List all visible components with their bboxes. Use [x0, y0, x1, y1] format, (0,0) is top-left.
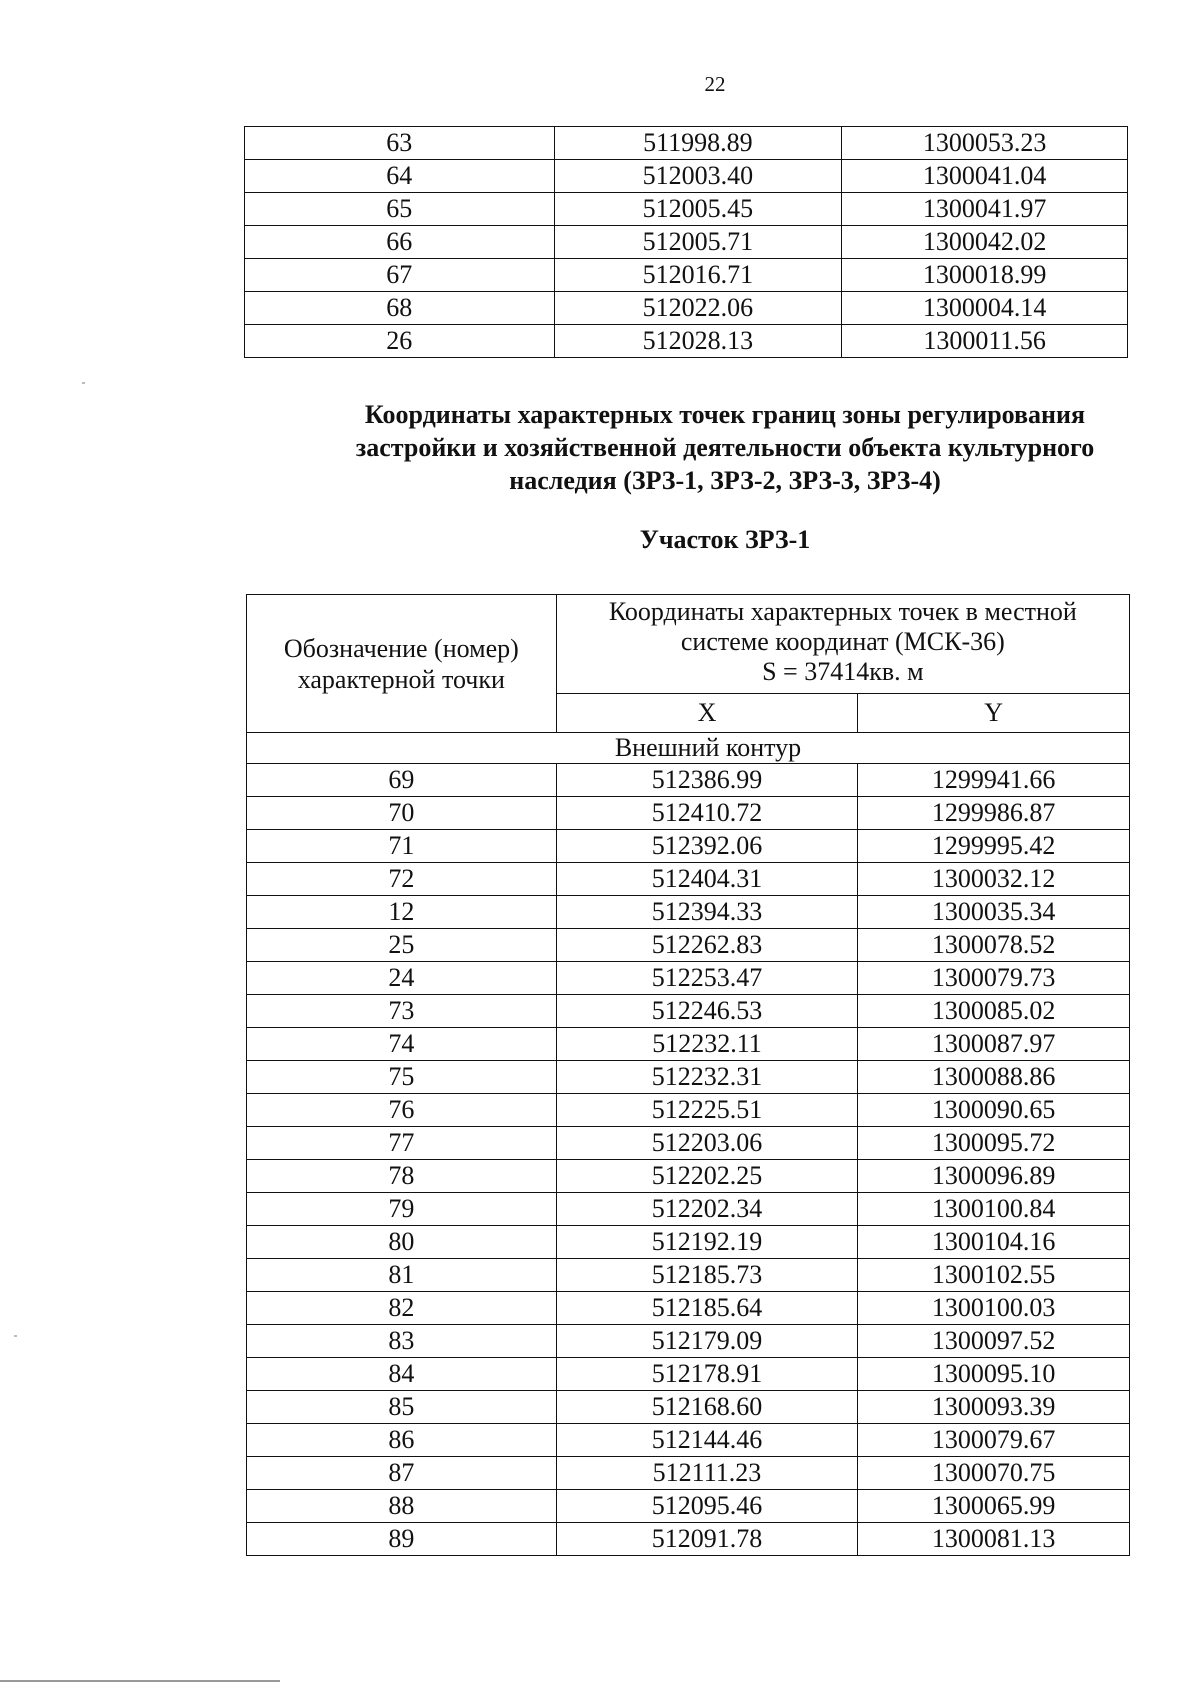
table-row [247, 1292, 1130, 1325]
x-coordinate-cell: 512410.72 [556, 797, 858, 830]
table-row [247, 1061, 1130, 1094]
area-label: S = 37414кв. м [762, 657, 924, 686]
table-row [247, 1325, 1130, 1358]
heading-line-3: наследия (ЗРЗ-1, ЗРЗ-2, ЗРЗ-3, ЗРЗ-4) [509, 466, 941, 495]
y-coordinate-cell: 1300053.23 [842, 127, 1128, 160]
y-coordinate-cell: 1300070.75 [858, 1457, 1130, 1490]
heading-line-2: застройки и хозяйственной деятельности объекта культурного [355, 433, 1095, 462]
table-row [247, 1259, 1130, 1292]
table-row [245, 160, 1128, 193]
x-coordinate-cell: 512028.13 [554, 325, 842, 358]
x-coordinate-cell: 512003.40 [554, 160, 842, 193]
point-number-cell: 86 [247, 1424, 557, 1457]
x-coordinate-cell: 512185.73 [556, 1259, 858, 1292]
x-coordinate-cell: 512392.06 [556, 830, 858, 863]
main-table-body [247, 764, 1130, 1556]
x-coordinate-cell: 512246.53 [556, 995, 858, 1028]
y-coordinate-cell: 1300090.65 [858, 1094, 1130, 1127]
y-column-header: Y [858, 694, 1130, 733]
point-number-cell: 12 [247, 896, 557, 929]
coordinates-header-line-2: системе координат (МСК-36) [680, 627, 1005, 656]
x-coordinate-cell: 512225.51 [556, 1094, 858, 1127]
x-coordinate-cell: 512091.78 [556, 1523, 858, 1556]
y-coordinate-cell: 1300078.52 [858, 929, 1130, 962]
y-coordinate-cell: 1300087.97 [858, 1028, 1130, 1061]
x-coordinate-cell: 512178.91 [556, 1358, 858, 1391]
coordinates-header-line-1: Координаты характерных точек в местной [608, 597, 1077, 626]
point-number-cell: 73 [247, 995, 557, 1028]
y-coordinate-cell: 1300042.02 [842, 226, 1128, 259]
y-coordinate-cell: 1300096.89 [858, 1160, 1130, 1193]
table-row [247, 1226, 1130, 1259]
y-coordinate-cell: 1300085.02 [858, 995, 1130, 1028]
point-number-cell: 66 [245, 226, 555, 259]
y-coordinate-cell: 1300100.84 [858, 1193, 1130, 1226]
x-coordinate-cell: 512111.23 [556, 1457, 858, 1490]
y-coordinate-cell: 1299986.87 [858, 797, 1130, 830]
scan-artifact-dot [82, 382, 85, 384]
top-coordinates-table [244, 126, 1128, 358]
table-row [247, 830, 1130, 863]
x-coordinate-cell: 512202.25 [556, 1160, 858, 1193]
x-coordinate-cell: 512168.60 [556, 1391, 858, 1424]
table-row [247, 1490, 1130, 1523]
table-row [247, 1358, 1130, 1391]
table-row [247, 1160, 1130, 1193]
x-column-header: X [556, 694, 858, 733]
point-number-cell: 24 [247, 962, 557, 995]
y-coordinate-cell: 1300035.34 [858, 896, 1130, 929]
x-coordinate-cell: 512262.83 [556, 929, 858, 962]
table-row [247, 1193, 1130, 1226]
top-table-body [245, 127, 1128, 358]
x-coordinate-cell: 511998.89 [554, 127, 842, 160]
point-number-cell: 25 [247, 929, 557, 962]
point-name-header-line-1: Обозначение (номер) [283, 633, 519, 663]
table-row [247, 1127, 1130, 1160]
point-name-header [247, 595, 557, 733]
y-coordinate-cell: 1300100.03 [858, 1292, 1130, 1325]
plot-subheading: Участок ЗРЗ-1 [639, 525, 811, 554]
y-coordinate-cell: 1300093.39 [858, 1391, 1130, 1424]
y-coordinate-cell: 1300011.56 [842, 325, 1128, 358]
zrz1-coordinates-table [246, 594, 1130, 1556]
point-number-cell: 26 [245, 325, 555, 358]
point-number-cell: 80 [247, 1226, 557, 1259]
table-row [245, 127, 1128, 160]
scan-artifact-line [0, 1680, 280, 1682]
x-coordinate-cell: 512203.06 [556, 1127, 858, 1160]
x-coordinate-cell: 512005.71 [554, 226, 842, 259]
y-coordinate-cell: 1300079.67 [858, 1424, 1130, 1457]
point-number-cell: 63 [245, 127, 555, 160]
point-number-cell: 70 [247, 797, 557, 830]
x-coordinate-cell: 512394.33 [556, 896, 858, 929]
x-coordinate-cell: 512095.46 [556, 1490, 858, 1523]
table-row [245, 259, 1128, 292]
table-row [247, 995, 1130, 1028]
table-row [247, 764, 1130, 797]
x-coordinate-cell: 512144.46 [556, 1424, 858, 1457]
point-number-cell: 69 [247, 764, 557, 797]
point-number-cell: 88 [247, 1490, 557, 1523]
y-coordinate-cell: 1300079.73 [858, 962, 1130, 995]
point-number-cell: 83 [247, 1325, 557, 1358]
point-number-cell: 82 [247, 1292, 557, 1325]
outer-contour-label: Внешний контур [247, 733, 1130, 764]
point-number-cell: 84 [247, 1358, 557, 1391]
x-coordinate-cell: 512016.71 [554, 259, 842, 292]
point-number-cell: 75 [247, 1061, 557, 1094]
x-coordinate-cell: 512022.06 [554, 292, 842, 325]
point-number-cell: 67 [245, 259, 555, 292]
scan-artifact-dot [14, 1335, 17, 1337]
y-coordinate-cell: 1299995.42 [858, 830, 1130, 863]
table-row [247, 797, 1130, 830]
y-coordinate-cell: 1300041.97 [842, 193, 1128, 226]
point-number-cell: 78 [247, 1160, 557, 1193]
table-row [247, 929, 1130, 962]
y-coordinate-cell: 1299941.66 [858, 764, 1130, 797]
y-coordinate-cell: 1300088.86 [858, 1061, 1130, 1094]
table-row [245, 292, 1128, 325]
y-coordinate-cell: 1300018.99 [842, 259, 1128, 292]
y-coordinate-cell: 1300097.52 [858, 1325, 1130, 1358]
table-row [247, 1391, 1130, 1424]
x-coordinate-cell: 512253.47 [556, 962, 858, 995]
table-row [247, 1523, 1130, 1556]
y-coordinate-cell: 1300041.04 [842, 160, 1128, 193]
x-coordinate-cell: 512232.31 [556, 1061, 858, 1094]
table-row [247, 1028, 1130, 1061]
point-number-cell: 71 [247, 830, 557, 863]
y-coordinate-cell: 1300065.99 [858, 1490, 1130, 1523]
point-number-cell: 68 [245, 292, 555, 325]
point-number-cell: 74 [247, 1028, 557, 1061]
heading-line-1: Координаты характерных точек границ зоны регулирования [364, 400, 1086, 429]
table-header [247, 595, 1130, 733]
point-number-cell: 85 [247, 1391, 557, 1424]
point-number-cell: 64 [245, 160, 555, 193]
point-number-cell: 77 [247, 1127, 557, 1160]
x-coordinate-cell: 512232.11 [556, 1028, 858, 1061]
x-coordinate-cell: 512386.99 [556, 764, 858, 797]
point-number-cell: 79 [247, 1193, 557, 1226]
table-row [245, 226, 1128, 259]
table-row [245, 325, 1128, 358]
y-coordinate-cell: 1300081.13 [858, 1523, 1130, 1556]
point-number-cell: 76 [247, 1094, 557, 1127]
x-coordinate-cell: 512192.19 [556, 1226, 858, 1259]
point-number-cell: 72 [247, 863, 557, 896]
table-row [247, 1424, 1130, 1457]
point-number-cell: 89 [247, 1523, 557, 1556]
y-coordinate-cell: 1300104.16 [858, 1226, 1130, 1259]
point-number-cell: 87 [247, 1457, 557, 1490]
table-row [247, 1457, 1130, 1490]
y-coordinate-cell: 1300102.55 [858, 1259, 1130, 1292]
table-row [247, 962, 1130, 995]
y-coordinate-cell: 1300032.12 [858, 863, 1130, 896]
x-coordinate-cell: 512202.34 [556, 1193, 858, 1226]
y-coordinate-cell: 1300004.14 [842, 292, 1128, 325]
table-row [247, 863, 1130, 896]
table-row [247, 1094, 1130, 1127]
point-number-cell: 65 [245, 193, 555, 226]
coordinates-header [556, 595, 1129, 694]
page-number: 22 [704, 72, 726, 96]
x-coordinate-cell: 512005.45 [554, 193, 842, 226]
y-coordinate-cell: 1300095.72 [858, 1127, 1130, 1160]
y-coordinate-cell: 1300095.10 [858, 1358, 1130, 1391]
x-coordinate-cell: 512185.64 [556, 1292, 858, 1325]
x-coordinate-cell: 512404.31 [556, 863, 858, 896]
point-number-cell: 81 [247, 1259, 557, 1292]
point-name-header-line-2: характерной точки [297, 664, 505, 694]
table-row [245, 193, 1128, 226]
x-coordinate-cell: 512179.09 [556, 1325, 858, 1358]
table-row [247, 896, 1130, 929]
section-heading [300, 398, 1150, 497]
